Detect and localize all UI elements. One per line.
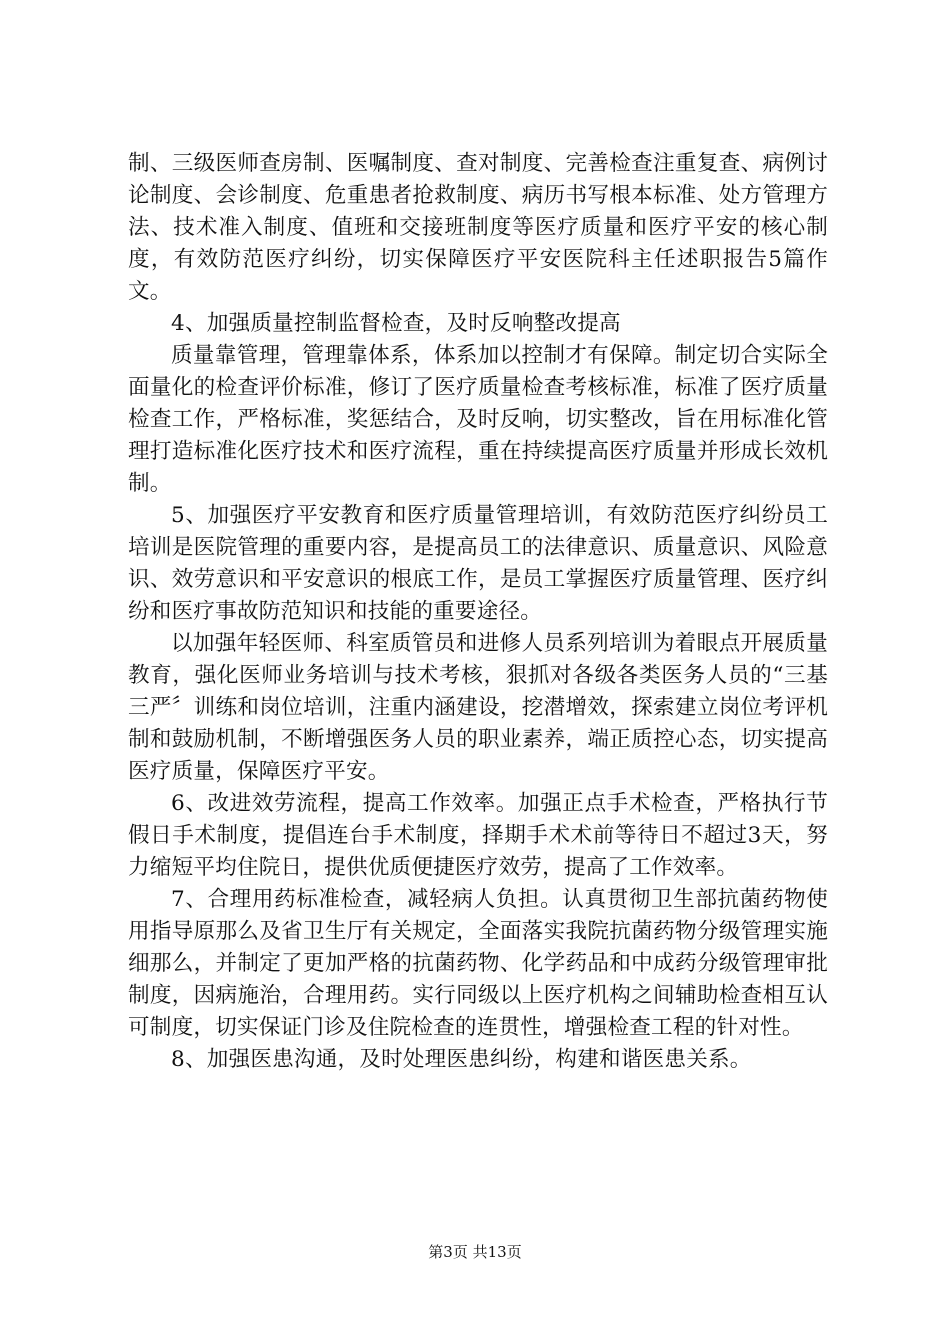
section-item-5: 5、加强医疗平安教育和医疗质量管理培训，有效防范医疗纠纷员工培训是医院管理的重要内容，是提高员工的法律意识、质量意识、风险意识、效劳意识和平安意识的根底工作，是员工掌握医疗质量管理、医疗纠纷和医疗事故防范知识和技能的重要途径。 bbox=[128, 503, 828, 624]
page-number-footer: 第3页 共13页 bbox=[428, 1243, 522, 1261]
section-heading-4: 4、加强质量控制监督检查，及时反响整改提高 bbox=[171, 311, 621, 336]
paragraph-training: 以加强年轻医师、科室质管员和进修人员系列培训为着眼点开展质量教育，强化医师业务培训与技术考核，狠抓对各级各类医务人员的“三基三严〞训练和岗位培训，注重内涵建设，挖潜增效，探索建立岗位考评机制和鼓励机制，不断增强医务人员的职业素养，端正质控心态，切实提高医疗质量，保障医疗平安。 bbox=[128, 631, 828, 784]
paragraph-quality-management: 质量靠管理，管理靠体系，体系加以控制才有保障。制定切合实际全面量化的检查评价标准，修订了医疗质量检查考核标准，标准了医疗质量检查工作，严格标准，奖惩结合，及时反响，切实整改，旨在用标准化管理打造标准化医疗技术和医疗流程，重在持续提高医疗质量并形成长效机制。 bbox=[128, 343, 828, 496]
document-body bbox=[128, 148, 828, 1076]
section-item-6: 6、改进效劳流程，提高工作效率。加强正点手术检查，严格执行节假日手术制度，提倡连台手术制度，择期手术术前等待日不超过3天，努力缩短平均住院日，提供优质便捷医疗效劳，提高了工作效率。 bbox=[128, 791, 828, 880]
section-item-8: 8、加强医患沟通，及时处理医患纠纷，构建和谐医患关系。 bbox=[171, 1047, 752, 1072]
paragraph-continuation: 制、三级医师查房制、医嘱制度、查对制度、完善检查注重复查、病例讨论制度、会诊制度、危重患者抢救制度、病历书写根本标准、处方管理方法、技术准入制度、值班和交接班制度等医疗质量和医疗平安的核心制度，有效防范医疗纠纷，切实保障医疗平安医院科主任述职报告5篇作文。 bbox=[128, 151, 828, 304]
section-item-7: 7、合理用药标准检查，减轻病人负担。认真贯彻卫生部抗菌药物使用指导原那么及省卫生厅有关规定，全面落实我院抗菌药物分级管理实施细那么，并制定了更加严格的抗菌药物、化学药品和中成药分级管理审批制度，因病施治，合理用药。实行同级以上医疗机构之间辅助检查相互认可制度，切实保证门诊及住院检查的连贯性，增强检查工程的针对性。 bbox=[128, 887, 828, 1040]
